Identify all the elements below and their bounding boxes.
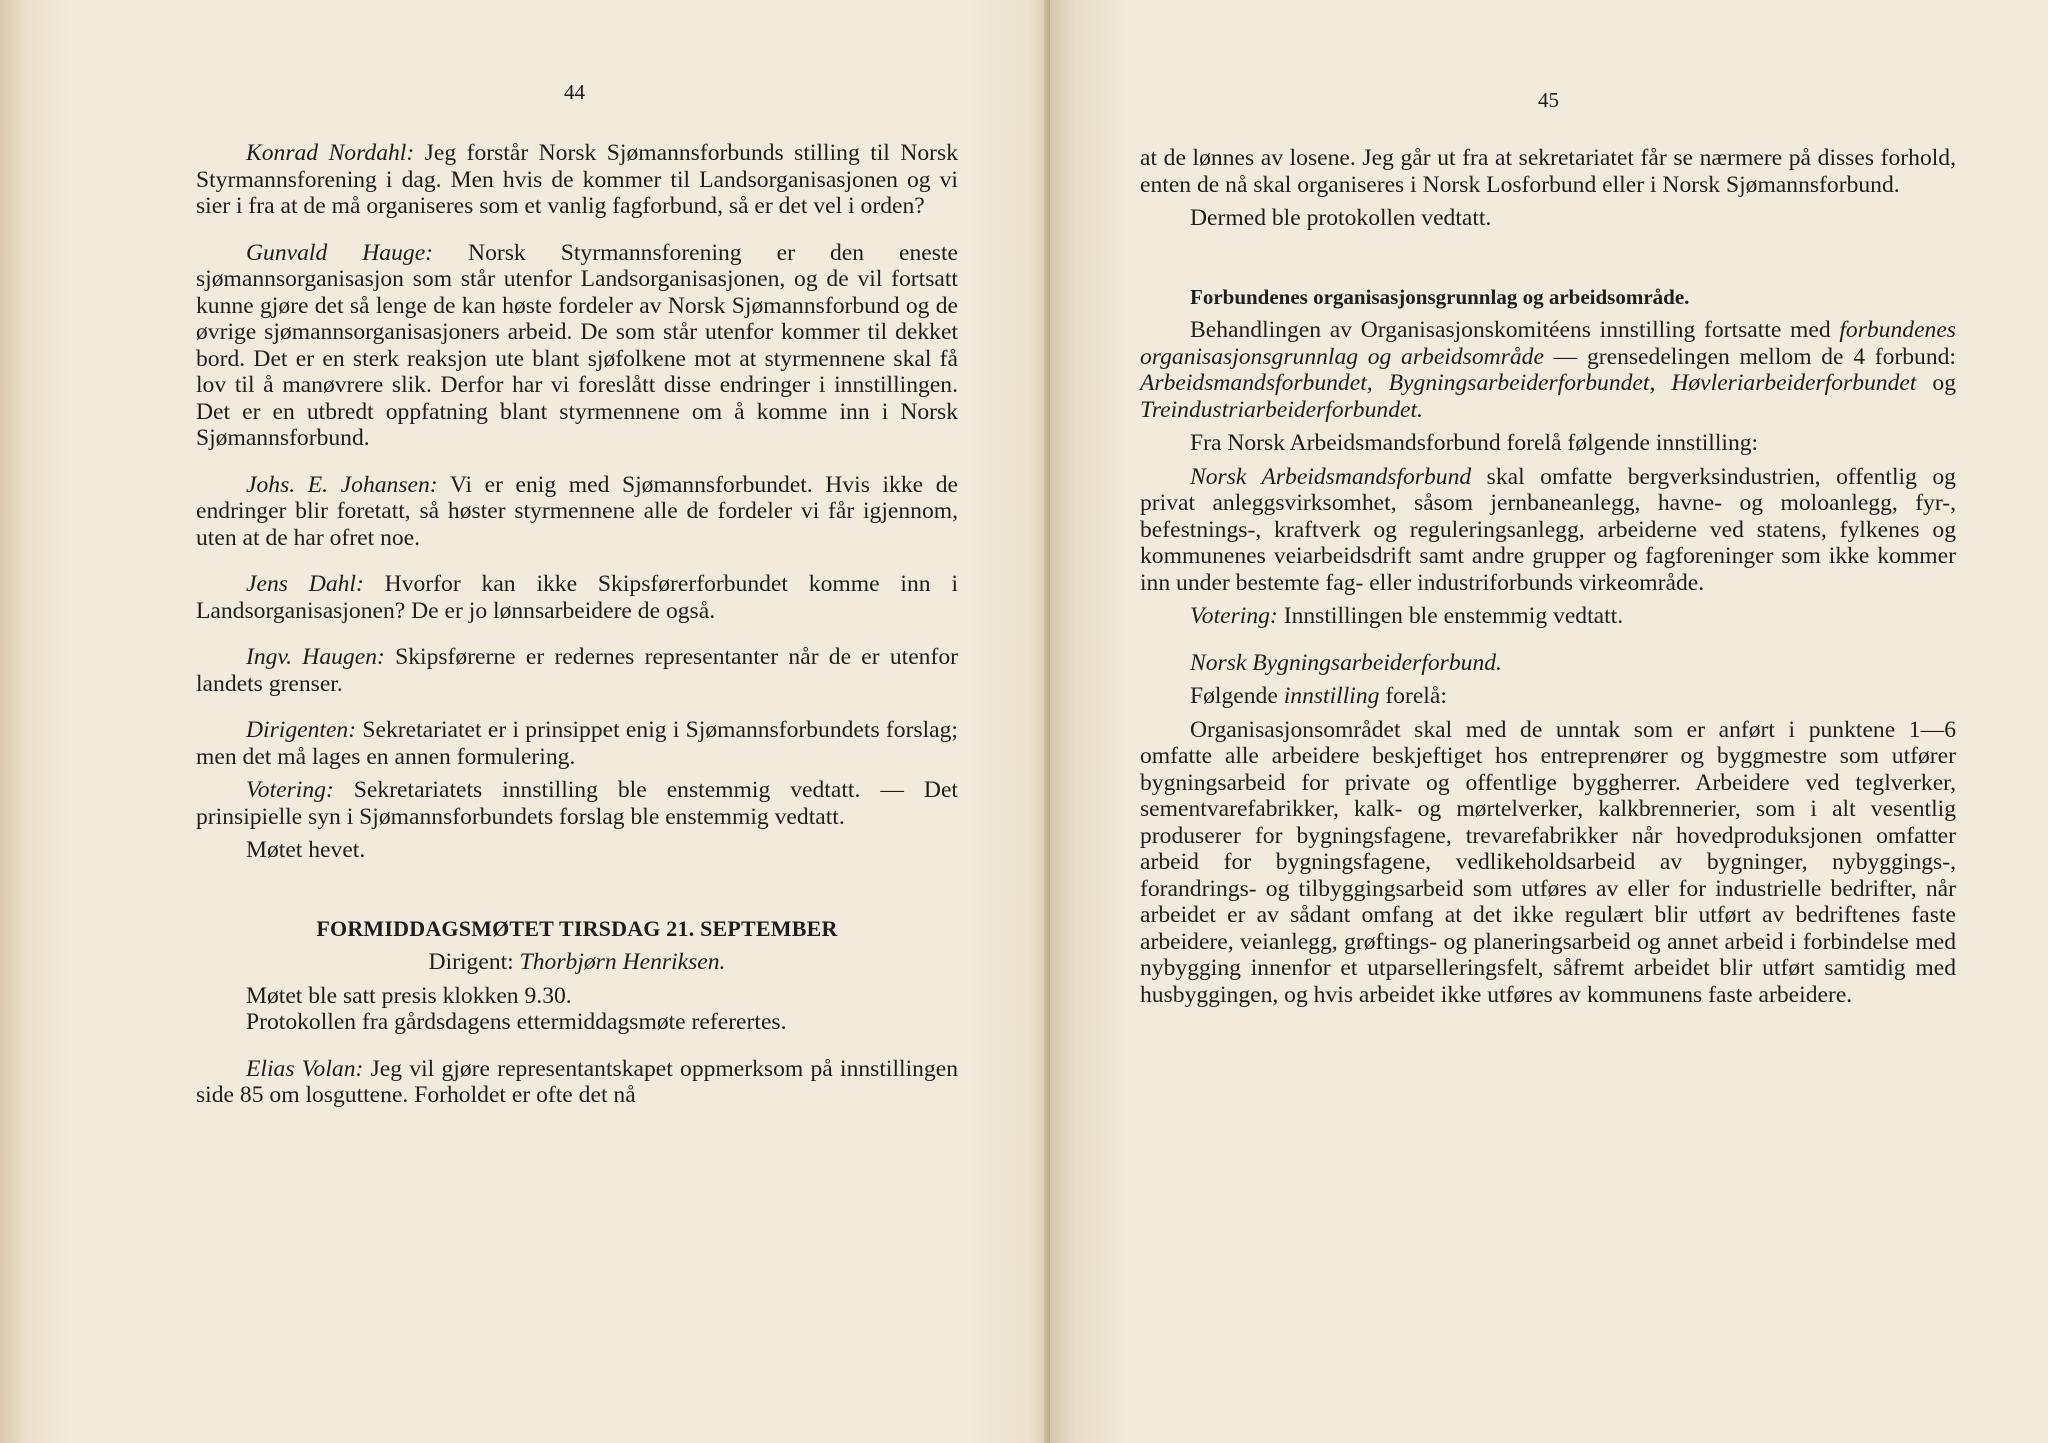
paragraph: Norsk Arbeidsmandsforbund skal omfatte bergverksindustrien, offentlig og privat anleggsvirksomhet, såsom jernbaneanlegg, havne- og moloanlegg, fyr-, befestnings-, kraftverk og reguleringsanlegg, arbeiderne ved statens, fylkenes og kommunenes veiarbeidsdrift samt andre grupper og fagforeninger som ikke kommer inn under bestemte fag- eller industriforbunds virkeområde. — [1140, 463, 1956, 596]
speaker-name: Jens Dahl: — [246, 571, 364, 597]
paragraph: Fra Norsk Arbeidsmandsforbund forelå følgende innstilling: — [1190, 430, 1759, 456]
speaker-name: Votering: — [246, 777, 334, 803]
speaker-name: Gunvald Hauge: — [246, 239, 434, 266]
page-number: 44 — [564, 80, 585, 104]
paragraph: Møtet hevet. — [246, 837, 366, 863]
section-heading: Forbundenes organisasjonsgrunnlag og arbeidsområde. — [1190, 284, 1690, 309]
section-heading: FORMIDDAGSMØTET TIRSDAG 21. SEPTEMBER — [316, 915, 838, 941]
paragraph: Johs. E. Johansen: Vi er enig med Sjømannsforbundet. Hvis ikke de endringer blir foretatt, så høster styrmennene alle de fordeler vi får igjennom, uten at de har ofret noe. — [196, 471, 958, 551]
paragraph: Jens Dahl: Hvorfor kan ikke Skipsførerforbundet komme inn i Landsorganisasjonen? De er jo lønnsarbeidere de også. — [196, 571, 958, 624]
page-body — [196, 140, 958, 1109]
paragraph: Norsk Bygningsarbeiderforbund. — [1190, 649, 1502, 676]
paragraph: Møtet ble satt presis klokken 9.30. — [246, 982, 572, 1009]
paragraph: Dirigenten: Sekretariatet er i prinsippet enig i Sjømannsforbundets forslag; men det må lages en annen formulering. — [196, 717, 958, 770]
paragraph: Votering: Sekretariatets innstilling ble enstemmig vedtatt. — Det prinsipielle syn i Sjømannsforbundets forslag ble enstemmig vedtatt. — [196, 777, 958, 830]
paragraph: Gunvald Hauge: Norsk Styrmannsforening er den eneste sjømannsorganisasjon som står utenfor Landsorganisasjonen, og de vil fortsatt kunne gjøre det så lenge de kan høste fordeler av Norsk Sjømannsforbund og de øvrige sjømannsorganisasjoners arbeid. De som står utenfor kommer til dekket bord. Det er en sterk reaksjon ute blant sjøfolkene mot at styrmennene skal få lov til å manøvrere slik. Derfor har vi foreslått disse endringer i innstillingen. Det er en utbredt oppfatning blant styrmennene om å komme inn i Norsk Sjømannsforbund. — [196, 239, 958, 451]
speaker-name: Johs. E. Johansen: — [246, 471, 438, 498]
paragraph: at de lønnes av losene. Jeg går ut fra at sekretariatet får se nærmere på disses forhold, enten de nå skal organiseres i Norsk Losforbund eller i Norsk Sjømannsforbund. — [1140, 145, 1956, 198]
speaker-name: Konrad Nordahl: — [246, 140, 415, 166]
paragraph: Ingv. Haugen: Skipsførerne er redernes representanter når de er utenfor landets grenser. — [196, 644, 958, 697]
speaker-name: Dirigenten: — [246, 717, 357, 743]
speaker-name: Elias Volan: — [246, 1055, 364, 1082]
paragraph: Konrad Nordahl: Jeg forstår Norsk Sjømannsforbunds stilling til Norsk Styrmannsforening i dag. Men hvis de kommer til Landsorganisasjonen og vi sier i fra at de må organiseres som et vanlig fagforbund, så er det vel i orden? — [196, 140, 958, 219]
paragraph: Følgende innstilling forelå: — [1190, 683, 1447, 709]
speaker-name: Ingv. Haugen: — [246, 644, 385, 670]
paragraph: Behandlingen av Organisasjonskomitéens innstilling fortsatte med forbundenes organisasjonsgrunnlag og arbeidsområde — grensedelingen mellom de 4 forbund: Arbeidsmandsforbundet, Bygningsarbeiderforbundet, Høvleriarbeiderforbundet og Treindustriarbeiderforbundet. — [1140, 317, 1957, 423]
page-number: 45 — [1538, 88, 1559, 112]
speaker-name: Votering: — [1190, 603, 1278, 629]
page-body — [1140, 145, 1956, 1008]
paragraph: Votering: Innstillingen ble enstemmig vedtatt. — [1190, 603, 1624, 629]
paragraph: Elias Volan: Jeg vil gjøre representantskapet oppmerksom på innstillingen side 85 om losguttene. Forholdet er ofte det nå — [196, 1055, 958, 1108]
paragraph: Organisasjonsområdet skal med de unntak som er anført i punktene 1—6 omfatte alle arbeidere beskjeftiget hos entreprenører og byggmestre som utfører bygningsarbeid for private og offentlige byggherrer. Arbeidere ved teglverker, sementvarefabrikker, kalk- og mørtelverker, kalkbrennerier, som i alt vesentlig produserer for bygningsfagene, trevarefabrikker når hovedproduksjonen omfatter arbeid for bygningsfagene, vedlikeholdsarbeid av bygninger, nybyggings-, forandrings- og tilbyggingsarbeid som utføres av eller for industrielle bedrifter, når arbeidet er av sådant omfang at det ikke regulært blir utført av bedriftenes faste arbeidere, veianlegg, grøftings- og planeringsarbeid og annet arbeid i forbindelse med nybygging innenfor et utparselleringsfelt, såfremt arbeidet blir utført samtidig med husbyggingen, og hvis arbeidet ikke utføres av kommunens faste arbeidere. — [1140, 716, 1956, 1008]
right-page — [1050, 0, 2048, 1443]
chair-line: Dirigent: Thorbjørn Henriksen. — [428, 949, 726, 975]
paragraph: Protokollen fra gårdsdagens ettermiddagsmøte referertes. — [246, 1009, 787, 1035]
paragraph: Dermed ble protokollen vedtatt. — [1190, 205, 1492, 231]
